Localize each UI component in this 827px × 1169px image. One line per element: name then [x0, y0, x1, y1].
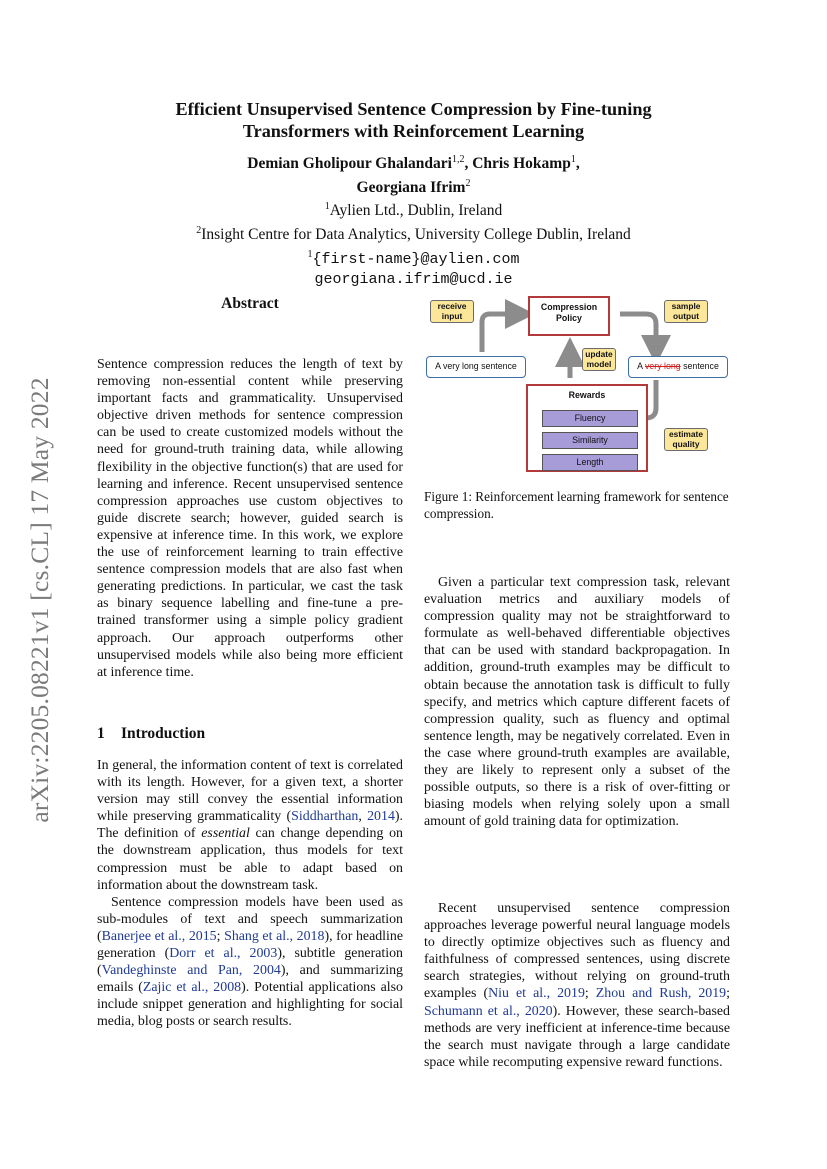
- right-column-text: [424, 574, 730, 830]
- note-estimate-quality: estimate quality: [664, 428, 708, 451]
- author-line-1: Demian Gholipour Ghalandari$^{1,2}$, Chris Hokamp$^1$,: [247, 154, 580, 173]
- rewards-title: Rewards: [568, 390, 606, 400]
- rewards-box: [526, 384, 648, 472]
- intro-body: [97, 757, 403, 1031]
- email: georgiana.ifrim@ucd.ie: [314, 271, 513, 289]
- author-name: Georgiana Ifrim: [356, 178, 466, 196]
- figure-caption: Figure 1: Reinforcement learning framework for sentence compression.: [424, 489, 729, 521]
- citation-link[interactable]: Shang et al., 2018: [224, 928, 325, 944]
- note-update-model: update model: [582, 348, 616, 371]
- affiliation: $^2$Insight Centre for Data Analytics, University College Dublin, Ireland: [196, 224, 631, 244]
- arxiv-stamp: arXiv:2205.08221v1 [cs.CL] 17 May 2022: [25, 377, 54, 823]
- abstract-heading: Abstract: [221, 295, 279, 312]
- note-receive-input: receive input: [430, 300, 474, 323]
- author-block: [100, 150, 727, 290]
- compression-policy-box: Compression Policy: [528, 296, 610, 336]
- author-line-2: Georgiana Ifrim$^2$: [356, 177, 471, 196]
- citation-link[interactable]: Vandeghinste and Pan, 2004: [101, 963, 281, 979]
- right-column-text: [424, 900, 730, 1071]
- citation-link[interactable]: Schumann et al., 2020: [424, 1003, 553, 1019]
- author-name: Demian Gholipour Ghalandari: [247, 155, 452, 173]
- figure-1: [424, 292, 734, 482]
- reward-similarity: Similarity: [542, 432, 638, 449]
- affiliation: $^1$Aylien Ltd., Dublin, Ireland: [324, 201, 503, 220]
- citation-link[interactable]: Siddharthan: [291, 809, 359, 825]
- title-line-1: Efficient Unsupervised Sentence Compression by Fine-tuning: [175, 99, 652, 119]
- input-sentence-box: A very long sentence: [426, 356, 526, 378]
- citation-link[interactable]: Banerjee et al., 2015: [101, 928, 217, 944]
- author-name: Chris Hokamp: [472, 155, 571, 173]
- citation-link[interactable]: Dorr et al., 2003: [169, 946, 278, 962]
- title-line-2: Transformers with Reinforcement Learning: [242, 121, 585, 141]
- paragraph: Given a particular text compression task, relevant evaluation metrics and auxiliary models of compression quality may not be straightforward to formulate as well-behaved differentiable objectives that can be used with standard backpropagation. In addition, ground-truth examples may be difficult to obtain because the annotation task is difficult to fully specify, and metrics which capture different facets of compression quality, such as fluency and optimal sentence length, may be negatively correlated. Even in the case where ground-truth examples are available, they are likely to represent only a subset of the possible outputs, so there is a risk of over-fitting or biasing models when relying solely upon a small amount of gold training data for optimization.: [424, 575, 730, 830]
- output-sentence-box: A very long sentence: [628, 356, 728, 378]
- paragraph: Sentence compression models have been used as sub-modules of text and speech summarization (Banerjee et al., 2015; Shang et al., 2018), for headline generation (Dorr et al., 2003), subtitle generation (Vandeghinste and Pan, 2004), and summarizing emails (Zajic et al., 2008). Potential applications also include snippet generation and highlighting for social media, blog posts or search results.: [97, 894, 404, 1030]
- email: $^1${first-name}@aylien.com: [307, 248, 520, 268]
- reward-fluency: Fluency: [542, 410, 638, 427]
- paragraph: Recent unsupervised sentence compression approaches leverage powerful neural language models to directly optimize objectives such as fluency and faithfulness of compressed sentences, using discrete search strategies, without relying on ground-truth examples (Niu et al., 2019; Zhou and Rush, 2019; Schumann et al., 2020). However, these search-based methods are very inefficient at inference-time because the search must navigate through a large candidate space while recomputing expensive reward functions.: [424, 901, 730, 1070]
- section-heading: 1 Introduction: [97, 725, 206, 742]
- paragraph: In general, the information content of text is correlated with its length. However, for a given text, a shorter version may still convey the essential information while preserving grammaticality (Siddharthan, 2014). The definition of essential can change depending on the downstream application, thus models for text compression must be able to adapt based on information about the downstream task.: [97, 758, 403, 893]
- note-sample-output: sample output: [664, 300, 708, 323]
- citation-link[interactable]: Zajic et al., 2008: [142, 980, 242, 996]
- citation-link[interactable]: 2014: [367, 809, 395, 825]
- reward-length: Length: [542, 454, 638, 471]
- abstract-body: [97, 356, 403, 681]
- abstract-text: Sentence compression reduces the length of text by removing non-essential content while preserving important facts and grammaticality. Unsupervised objective driven methods for sentence compression can be used to create customized models without the need for ground-truth training data, while allowing flexibility in the objective function(s) that are used for learning and inference. Recent unsupervised sentence compression approaches use custom objectives to guide discrete search; however, guided search is expensive at inference time. In this work, we explore the use of reinforcement learning to train effective sentence compression models that are also fast when generating predictions. In particular, we cast the task as binary sequence labelling and fine-tune a pre-trained transformer using a simple policy gradient approach. Our approach outperforms other unsupervised models while also being more efficient at inference time.: [97, 357, 403, 680]
- citation-link[interactable]: Zhou and Rush, 2019: [595, 986, 727, 1002]
- citation-link[interactable]: Niu et al., 2019: [488, 986, 585, 1002]
- paper-title: [100, 98, 727, 142]
